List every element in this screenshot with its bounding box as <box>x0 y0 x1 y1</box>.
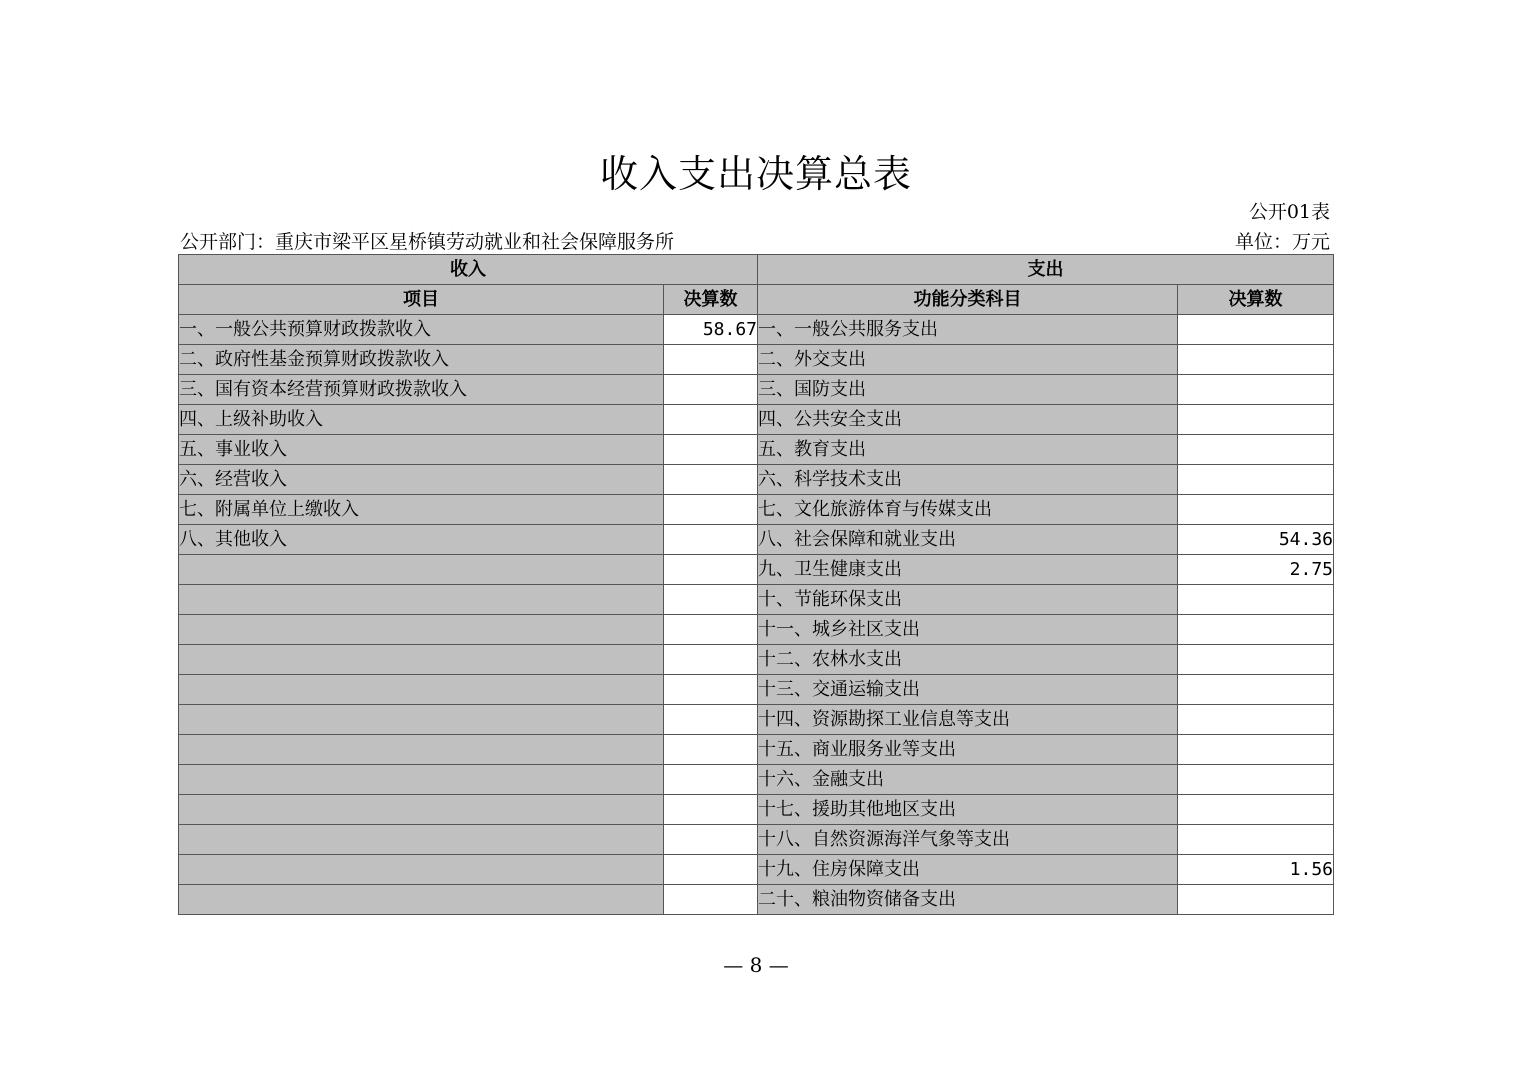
expense-amount-cell <box>1178 795 1334 825</box>
income-amount-cell <box>664 525 758 555</box>
income-item-cell <box>179 705 664 735</box>
income-item-cell: 二、政府性基金预算财政拨款收入 <box>179 345 664 375</box>
expense-item-cell: 十五、商业服务业等支出 <box>758 735 1178 765</box>
table-row <box>179 795 1334 825</box>
expense-amount-cell <box>1178 765 1334 795</box>
income-item-cell: 一、一般公共预算财政拨款收入 <box>179 315 664 345</box>
income-amount-cell <box>664 675 758 705</box>
expense-item-cell: 十六、金融支出 <box>758 765 1178 795</box>
expense-item-cell: 四、公共安全支出 <box>758 405 1178 435</box>
expense-item-cell: 十九、住房保障支出 <box>758 855 1178 885</box>
income-amount-cell <box>664 735 758 765</box>
expense-item-cell: 九、卫生健康支出 <box>758 555 1178 585</box>
column-header-expense-amount: 决算数 <box>1178 285 1334 315</box>
income-amount-cell <box>664 615 758 645</box>
table-row <box>179 855 1334 885</box>
table-row <box>179 525 1334 555</box>
table-row <box>179 705 1334 735</box>
department-label: 公开部门：重庆市梁平区星桥镇劳动就业和社会保障服务所 <box>180 231 675 253</box>
income-amount-cell <box>664 825 758 855</box>
expense-item-cell: 十、节能环保支出 <box>758 585 1178 615</box>
expense-item-cell: 十四、资源勘探工业信息等支出 <box>758 705 1178 735</box>
expense-item-cell: 十八、自然资源海洋气象等支出 <box>758 825 1178 855</box>
expense-item-cell: 六、科学技术支出 <box>758 465 1178 495</box>
page-title: 收入支出决算总表 <box>599 152 912 196</box>
income-item-cell: 五、事业收入 <box>179 435 664 465</box>
column-header-function: 功能分类科目 <box>758 285 1178 315</box>
table-row <box>179 315 1334 345</box>
unit-label: 单位：万元 <box>1234 231 1330 253</box>
expense-amount-cell <box>1178 705 1334 735</box>
table-row <box>179 345 1334 375</box>
expense-item-cell: 五、教育支出 <box>758 435 1178 465</box>
income-item-cell: 四、上级补助收入 <box>179 405 664 435</box>
expense-amount-cell <box>1178 315 1334 345</box>
expense-amount-cell <box>1178 615 1334 645</box>
expense-group-header: 支出 <box>758 255 1334 285</box>
table-row <box>179 675 1334 705</box>
income-amount-cell <box>664 375 758 405</box>
income-item-cell <box>179 675 664 705</box>
expense-amount-cell: 54.36 <box>1178 525 1334 555</box>
table-row <box>179 405 1334 435</box>
expense-amount-cell <box>1178 435 1334 465</box>
table-row <box>179 585 1334 615</box>
income-amount-cell <box>664 705 758 735</box>
expense-item-cell: 一、一般公共服务支出 <box>758 315 1178 345</box>
table-row <box>179 825 1334 855</box>
income-item-cell: 七、附属单位上缴收入 <box>179 495 664 525</box>
table-row <box>179 555 1334 585</box>
expense-amount-cell <box>1178 405 1334 435</box>
expense-item-cell: 十七、援助其他地区支出 <box>758 795 1178 825</box>
income-item-cell <box>179 855 664 885</box>
income-amount-cell <box>664 885 758 915</box>
income-item-cell <box>179 885 664 915</box>
income-item-cell: 六、经营收入 <box>179 465 664 495</box>
income-item-cell <box>179 735 664 765</box>
income-amount-cell <box>664 495 758 525</box>
expense-amount-cell <box>1178 885 1334 915</box>
income-item-cell <box>179 645 664 675</box>
income-amount-cell <box>664 585 758 615</box>
income-item-cell: 三、国有资本经营预算财政拨款收入 <box>179 375 664 405</box>
expense-amount-cell: 1.56 <box>1178 855 1334 885</box>
expense-amount-cell <box>1178 495 1334 525</box>
table-row <box>179 765 1334 795</box>
table-row <box>179 615 1334 645</box>
income-amount-cell <box>664 795 758 825</box>
income-amount-cell <box>664 435 758 465</box>
expense-amount-cell <box>1178 375 1334 405</box>
income-amount-cell <box>664 405 758 435</box>
column-header-income-amount: 决算数 <box>664 285 758 315</box>
income-expense-table <box>178 254 1334 915</box>
income-item-cell <box>179 825 664 855</box>
form-code: 公开01表 <box>1248 201 1330 223</box>
expense-item-cell: 二十、粮油物资储备支出 <box>758 885 1178 915</box>
table-row <box>179 435 1334 465</box>
income-group-header: 收入 <box>179 255 758 285</box>
income-amount-cell <box>664 645 758 675</box>
expense-amount-cell <box>1178 345 1334 375</box>
income-amount-cell <box>664 465 758 495</box>
expense-item-cell: 十三、交通运输支出 <box>758 675 1178 705</box>
expense-amount-cell: 2.75 <box>1178 555 1334 585</box>
income-item-cell <box>179 615 664 645</box>
expense-amount-cell <box>1178 645 1334 675</box>
column-header-item: 项目 <box>179 285 664 315</box>
income-item-cell <box>179 765 664 795</box>
table-row <box>179 645 1334 675</box>
expense-item-cell: 十二、农林水支出 <box>758 645 1178 675</box>
income-amount-cell <box>664 555 758 585</box>
expense-item-cell: 七、文化旅游体育与传媒支出 <box>758 495 1178 525</box>
expense-amount-cell <box>1178 825 1334 855</box>
table-row <box>179 495 1334 525</box>
income-item-cell <box>179 795 664 825</box>
income-item-cell <box>179 585 664 615</box>
expense-amount-cell <box>1178 675 1334 705</box>
expense-amount-cell <box>1178 735 1334 765</box>
table-row <box>179 375 1334 405</box>
table-row <box>179 885 1334 915</box>
expense-item-cell: 八、社会保障和就业支出 <box>758 525 1178 555</box>
income-amount-cell <box>664 855 758 885</box>
table-row <box>179 735 1334 765</box>
expense-amount-cell <box>1178 465 1334 495</box>
page-number: — 8 — <box>723 953 789 977</box>
expense-item-cell: 十一、城乡社区支出 <box>758 615 1178 645</box>
income-amount-cell: 58.67 <box>664 315 758 345</box>
expense-item-cell: 二、外交支出 <box>758 345 1178 375</box>
table-row <box>179 465 1334 495</box>
expense-amount-cell <box>1178 585 1334 615</box>
income-amount-cell <box>664 765 758 795</box>
income-item-cell: 八、其他收入 <box>179 525 664 555</box>
income-item-cell <box>179 555 664 585</box>
income-amount-cell <box>664 345 758 375</box>
expense-item-cell: 三、国防支出 <box>758 375 1178 405</box>
